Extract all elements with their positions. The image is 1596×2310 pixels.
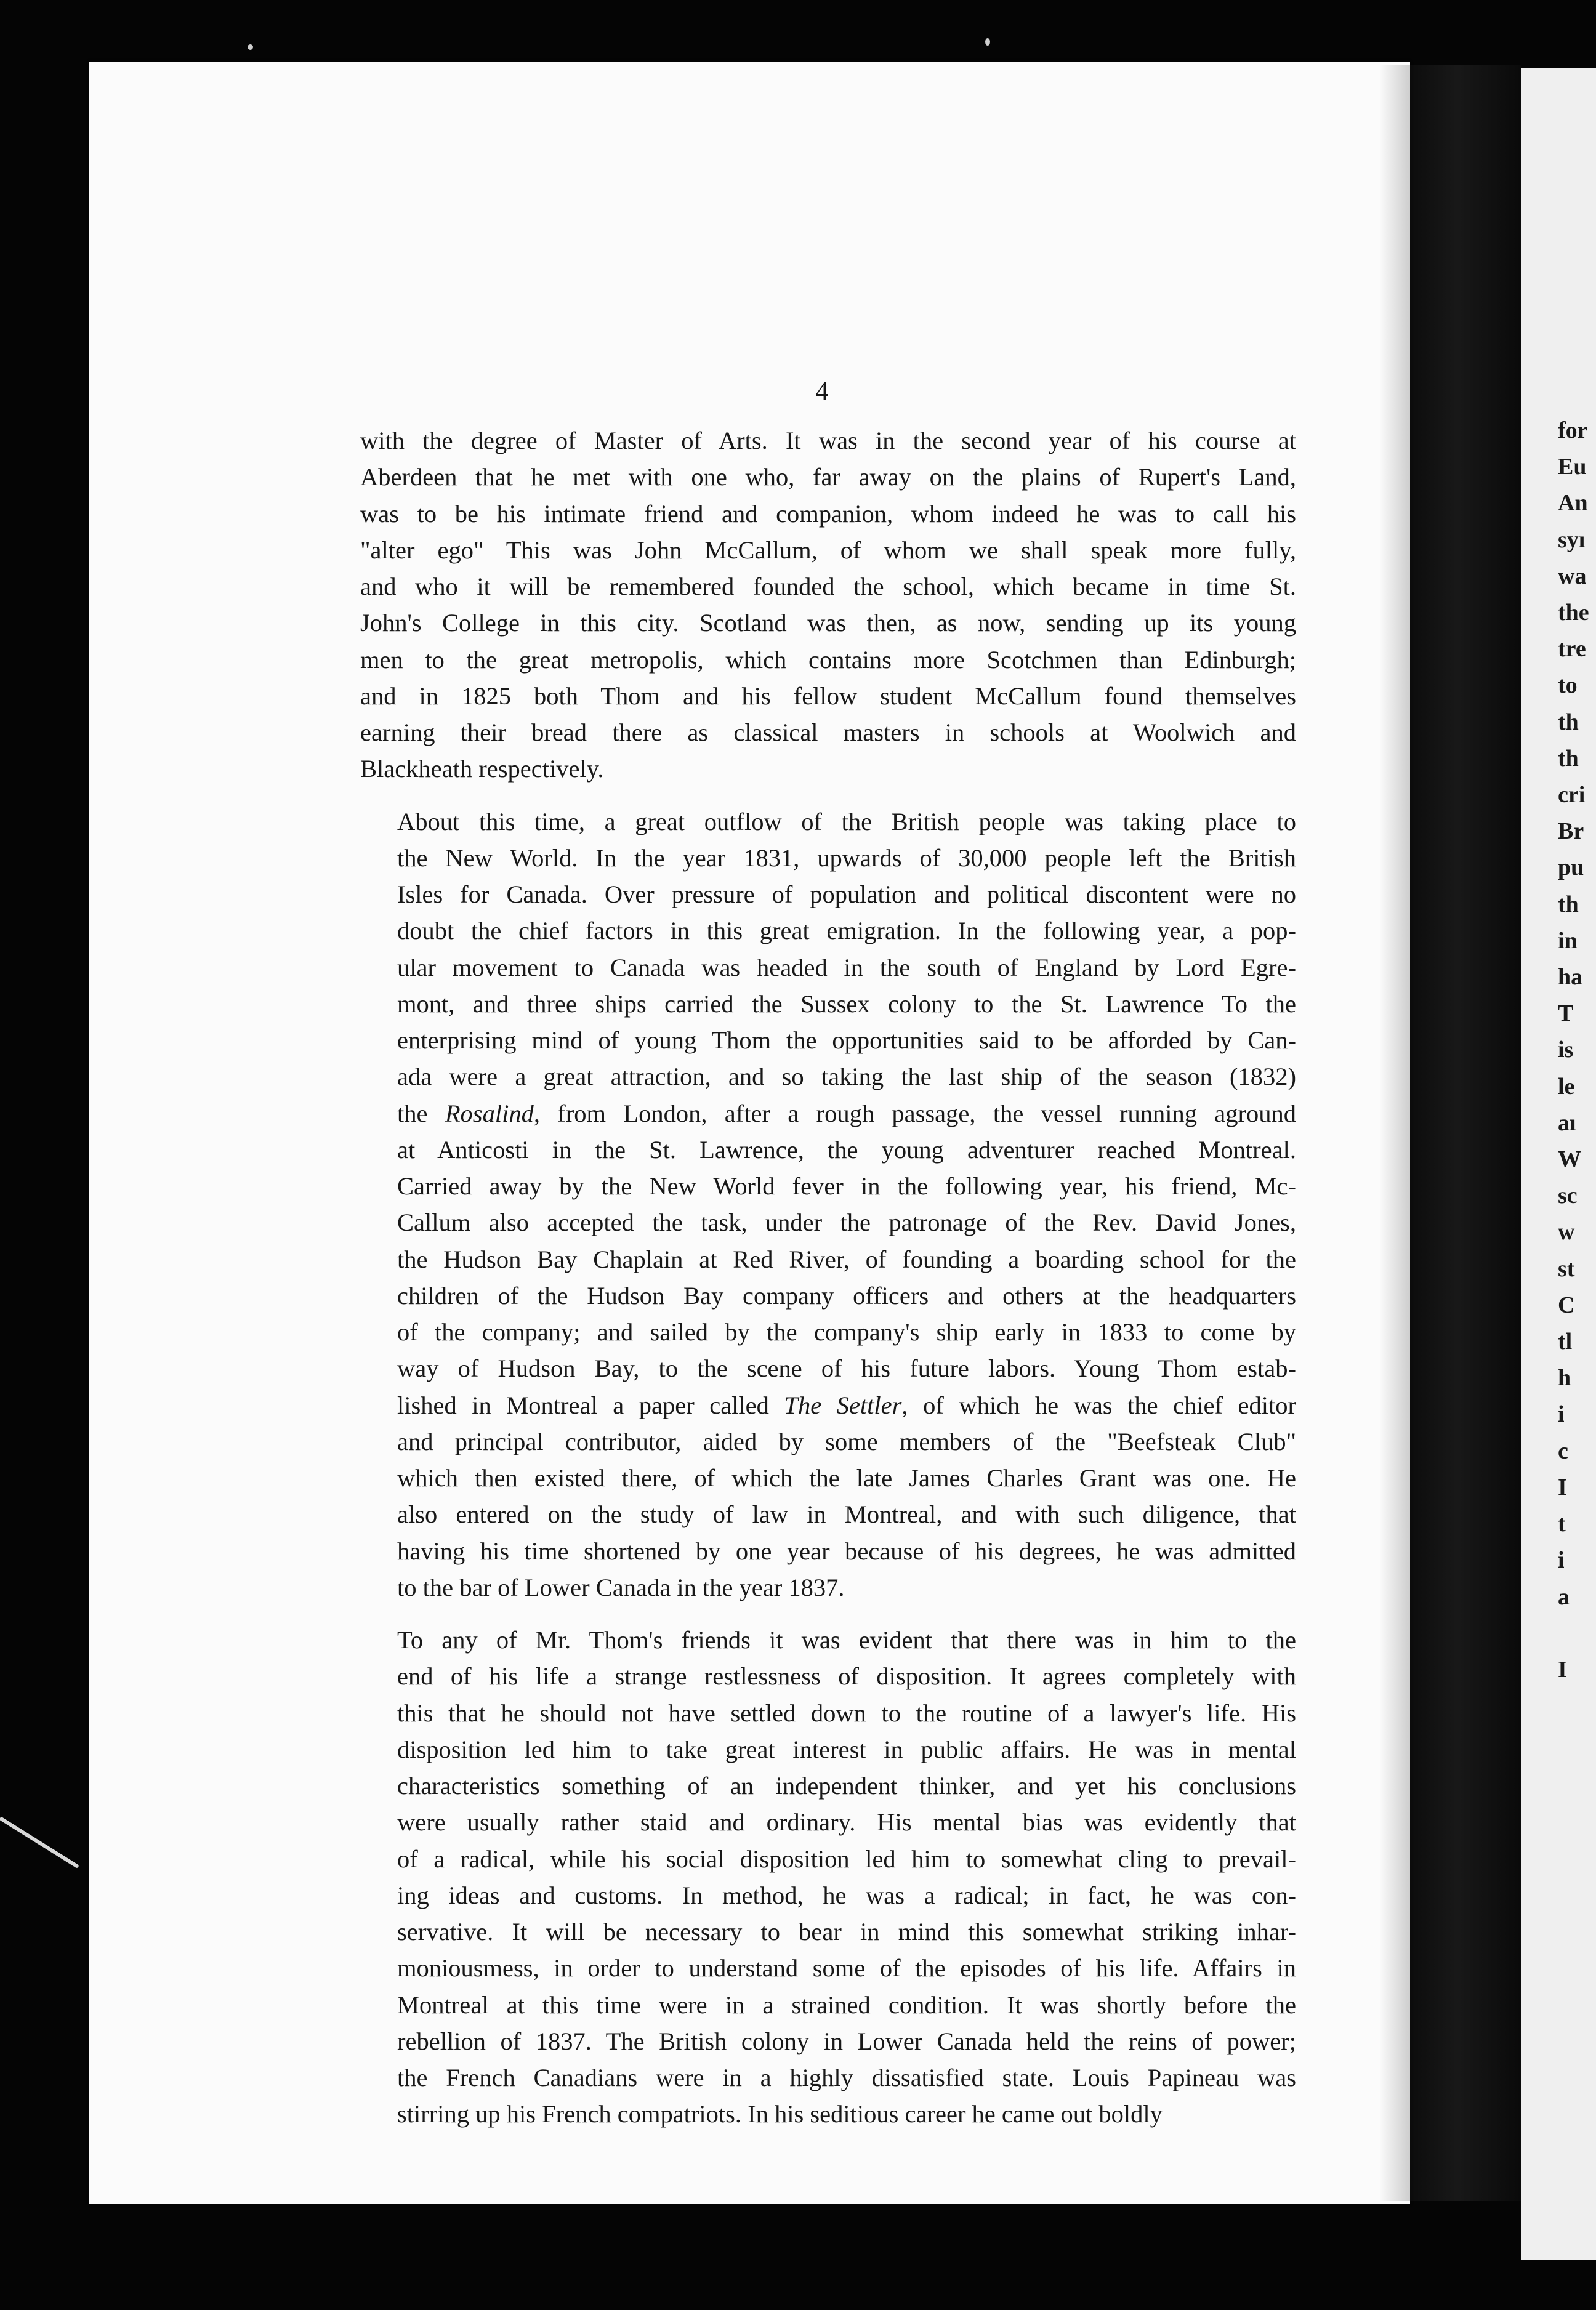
next-page-fragment: i	[1558, 1547, 1565, 1574]
text-line: of the company; and sailed by the company's ship early in 1833 to come by	[397, 1318, 1296, 1346]
body-text	[360, 422, 1296, 2149]
text-line: Blackheath respectively.	[360, 755, 604, 783]
next-page-fragment: I	[1558, 1656, 1567, 1683]
next-page-fragment: le	[1558, 1073, 1575, 1100]
text-line: doubt the chief factors in this great emigration. In the following year, a pop-	[397, 917, 1296, 945]
text-line: end of his life a strange restlessness of disposition. It agrees completely with	[397, 1662, 1296, 1691]
text-line: children of the Hudson Bay company officers and others at the headquarters	[397, 1281, 1296, 1310]
text-line: men to the great metropolis, which contains more Scotchmen than Edinburgh;	[360, 645, 1296, 674]
text-line: having his time shortened by one year because of his degrees, he was admitted	[397, 1537, 1296, 1565]
next-page-fragment: Eu	[1558, 454, 1587, 480]
next-page-fragment: syı	[1558, 526, 1586, 553]
text-line: ada were a great attraction, and so taking the last ship of the season (1832)	[397, 1063, 1296, 1091]
next-page-fragment: cri	[1558, 782, 1586, 808]
text-line: About this time, a great outflow of the British people was taking place to	[397, 807, 1296, 835]
next-page-fragment: w	[1558, 1219, 1575, 1246]
text-line: lished in Montreal a paper called The Settler, of which he was the chief editor	[397, 1391, 1296, 1419]
next-page-fragment: t	[1558, 1511, 1566, 1537]
next-page-fragment: in	[1558, 927, 1578, 954]
text-line: Aberdeen that he met with one who, far away on the plains of Rupert's Land,	[360, 463, 1296, 491]
text-line: Montreal at this time were in a strained condition. It was shortly before the	[397, 1990, 1296, 2019]
text-line: "alter ego" This was John McCallum, of whom we shall speak more fully,	[360, 536, 1296, 564]
text-line: servative. It will be necessary to bear in mind this somewhat striking inhar-	[397, 1918, 1296, 1946]
text-line: of a radical, while his social disposition led him to somewhat cling to prevail-	[397, 1845, 1296, 1873]
text-line: To any of Mr. Thom's friends it was evident that there was in him to the	[397, 1626, 1296, 1654]
text-line: at Anticosti in the St. Lawrence, the young adventurer reached Montreal.	[397, 1135, 1296, 1164]
next-page-fragment: the	[1558, 600, 1589, 626]
text-line: John's College in this city. Scotland was then, as now, sending up its young	[360, 609, 1296, 637]
next-page-fragment: wa	[1558, 563, 1587, 589]
text-line: were usually rather staid and ordinary. His mental bias was evidently that	[397, 1808, 1296, 1837]
text-line: the New World. In the year 1831, upwards of 30,000 people left the British	[397, 843, 1296, 872]
text-line: earning their bread there as classical masters in schools at Woolwich and	[360, 718, 1296, 746]
text-line: enterprising mind of young Thom the opportunities said to be afforded by Can-	[397, 1026, 1296, 1054]
text-line: the Hudson Bay Chaplain at Red River, of founding a boarding school for the	[397, 1245, 1296, 1273]
next-page-fragment: st	[1558, 1255, 1575, 1282]
next-page-fragment: a	[1558, 1584, 1570, 1610]
text-line: disposition led him to take great interest in public affairs. He was in mental	[397, 1735, 1296, 1763]
next-page-fragment: W	[1558, 1146, 1581, 1173]
paragraph	[360, 1622, 1296, 2133]
next-page-text-fragments	[1558, 412, 1596, 1688]
text-line: stirring up his French compatriots. In his seditious career he came out boldly	[397, 2100, 1163, 2128]
text-line: ular movement to Canada was headed in the south of England by Lord Egre-	[397, 953, 1296, 981]
text-line: which then existed there, of which the late James Charles Grant was one. He	[397, 1464, 1296, 1492]
next-page-fragment: tl	[1558, 1329, 1573, 1355]
italic-title: Rosalind	[445, 1099, 534, 1127]
paragraph	[360, 422, 1296, 787]
scan-speck	[985, 38, 990, 46]
text-line: mont, and three ships carried the Sussex colony to the St. Lawrence To the	[397, 989, 1296, 1018]
text-line: the Rosalind, from London, after a rough passage, the vessel running aground	[397, 1099, 1296, 1127]
text-line: to the bar of Lower Canada in the year 1837.	[397, 1573, 845, 1601]
text-line: characteristics something of an independent thinker, and yet his conclusions	[397, 1772, 1296, 1800]
scan-speck	[248, 44, 253, 50]
next-page-fragment: th	[1558, 745, 1579, 771]
text-line: ing ideas and customs. In method, he was a radical; in fact, he was con-	[397, 1881, 1296, 1909]
text-line: and principal contributor, aided by some members of the "Beefsteak Club"	[397, 1427, 1296, 1455]
next-page-fragment: to	[1558, 672, 1578, 699]
text-line: this that he should not have settled down to the routine of a lawyer's life. His	[397, 1699, 1296, 1727]
text-line: also entered on the study of law in Montreal, and with such diligence, that	[397, 1500, 1296, 1529]
next-page-fragment: sc	[1558, 1183, 1578, 1209]
text-line: Isles for Canada. Over pressure of population and political discontent were no	[397, 880, 1296, 908]
text-line: and who it will be remembered founded the school, which became in time St.	[360, 573, 1296, 600]
page-gutter-shadow	[1379, 65, 1521, 2201]
text-line: Carried away by the New World fever in the following year, his friend, Mc-	[397, 1172, 1296, 1200]
next-page-fragment: T	[1558, 1000, 1574, 1027]
text-line: was to be his intimate friend and companion, whom indeed he was to call his	[360, 499, 1296, 528]
text-line: the French Canadians were in a highly dissatisfied state. Louis Papineau was	[397, 2064, 1296, 2091]
next-page-fragment: ha	[1558, 964, 1583, 991]
paragraph	[360, 803, 1296, 1606]
scan-scratch	[0, 1816, 79, 1869]
text-line: and in 1825 both Thom and his fellow student McCallum found themselves	[360, 682, 1296, 710]
next-page-fragment: aı	[1558, 1109, 1576, 1136]
next-page-fragment: pu	[1558, 855, 1584, 881]
text-line: moniousmess, in order to understand some of the episodes of his life. Affairs in	[397, 1954, 1296, 1982]
next-page-fragment: h	[1558, 1365, 1571, 1391]
next-page-fragment: Br	[1558, 818, 1584, 845]
page-number: 4	[815, 377, 829, 406]
text-line: rebellion of 1837. The British colony in Lower Canada held the reins of power;	[397, 2027, 1296, 2055]
text-line: way of Hudson Bay, to the scene of his future labors. Young Thom estab-	[397, 1354, 1296, 1383]
next-page-fragment: th	[1558, 891, 1579, 917]
next-page-fragment: c	[1558, 1438, 1568, 1464]
next-page-fragment: tre	[1558, 636, 1586, 662]
next-page-fragment: th	[1558, 709, 1579, 735]
next-page-fragment: i	[1558, 1401, 1565, 1428]
next-page-fragment: An	[1558, 490, 1588, 517]
next-page-fragment	[1558, 1616, 1596, 1652]
next-page-fragment: for	[1558, 417, 1588, 443]
next-page-fragment: is	[1558, 1037, 1574, 1063]
next-page-fragment: I	[1558, 1474, 1567, 1500]
italic-title: The Settler	[784, 1391, 902, 1419]
next-page-fragment: C	[1558, 1292, 1575, 1318]
text-line: Callum also accepted the task, under the patronage of the Rev. David Jones,	[397, 1209, 1296, 1237]
text-line: with the degree of Master of Arts. It was in the second year of his course at	[360, 427, 1296, 454]
